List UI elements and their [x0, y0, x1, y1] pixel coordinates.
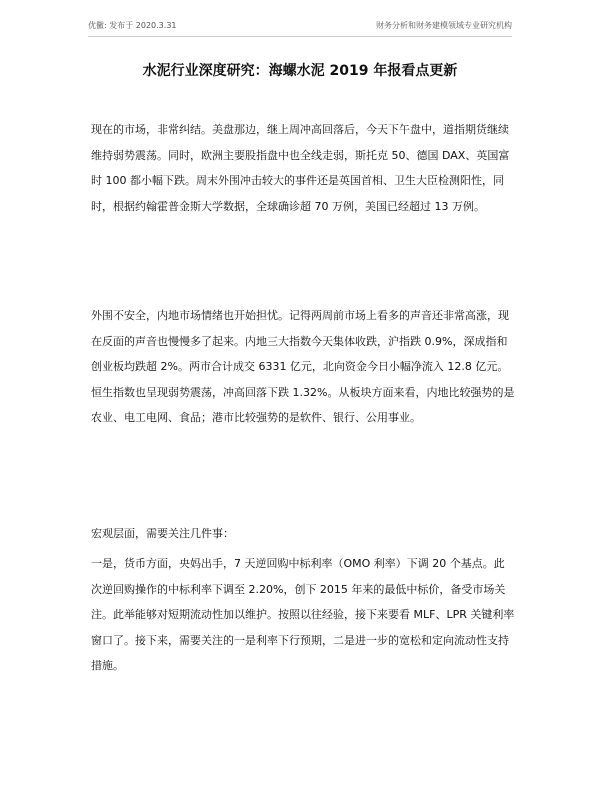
page-header	[88, 14, 512, 37]
publisher-date: 优黴: 发布于 2020.3.31	[88, 21, 177, 30]
paragraph-market-overview: 现在的市场，非常纠结。美盘那边，继上周冲高回落后，今天下午盘中，道指期货继续维持弱势震荡。同时，欧洲主要股指盘中也全线走弱，斯托克 50、德国 DAX、英国富时 100 都小幅下跌。周末外围冲击较大的事件还是英国首相、卫生大臣检测阳性，同时，根据约翰霍普金斯大学数据，全球确诊超 70 万例，美国已经超过 13 万例。	[91, 123, 510, 213]
paragraph-domestic-market: 外围不安全，内地市场情绪也开始担忧。记得两周前市场上看多的声音还非常高涨，现在反面的声音也慢慢多了起来。内地三大指数今天集体收跌，沪指跌 0.9%，深成指和创业板均跌超 2%。两市合计成交 6331 亿元，北向资金今日小幅净流入 12.8 亿元。恒生指数也呈现弱势震荡，冲高回落下跌 1.32%。从板块方面来看，内地比较强势的是农业、电工电网、食品；港市比较强势的是软件、银行、公用事业。	[91, 309, 515, 425]
paragraph-monetary-policy: 一是，货币方面，央妈出手，7 天逆回购中标利率（OMO 利率）下调 20 个基点。此次逆回购操作的中标利率下调至 2.20%，创下 2015 年来的最低中标价，备受市场关注。此举能够对短期流动性加以维护。按照以往经验，接下来要看 MLF、LPR 关键利率窗口了。接下来，需要关注的一是利率下行预期，二是进一步的宽松和定向流动性支持措施。	[91, 557, 515, 673]
institution-tagline: 财务分析和财务建模领域专业研究机构	[376, 21, 512, 30]
document-title: 水泥行业深度研究：海螺水泥 2019 年报看点更新	[142, 63, 458, 79]
paragraph-macro-intro: 宏观层面，需要关注几件事：	[91, 527, 234, 540]
